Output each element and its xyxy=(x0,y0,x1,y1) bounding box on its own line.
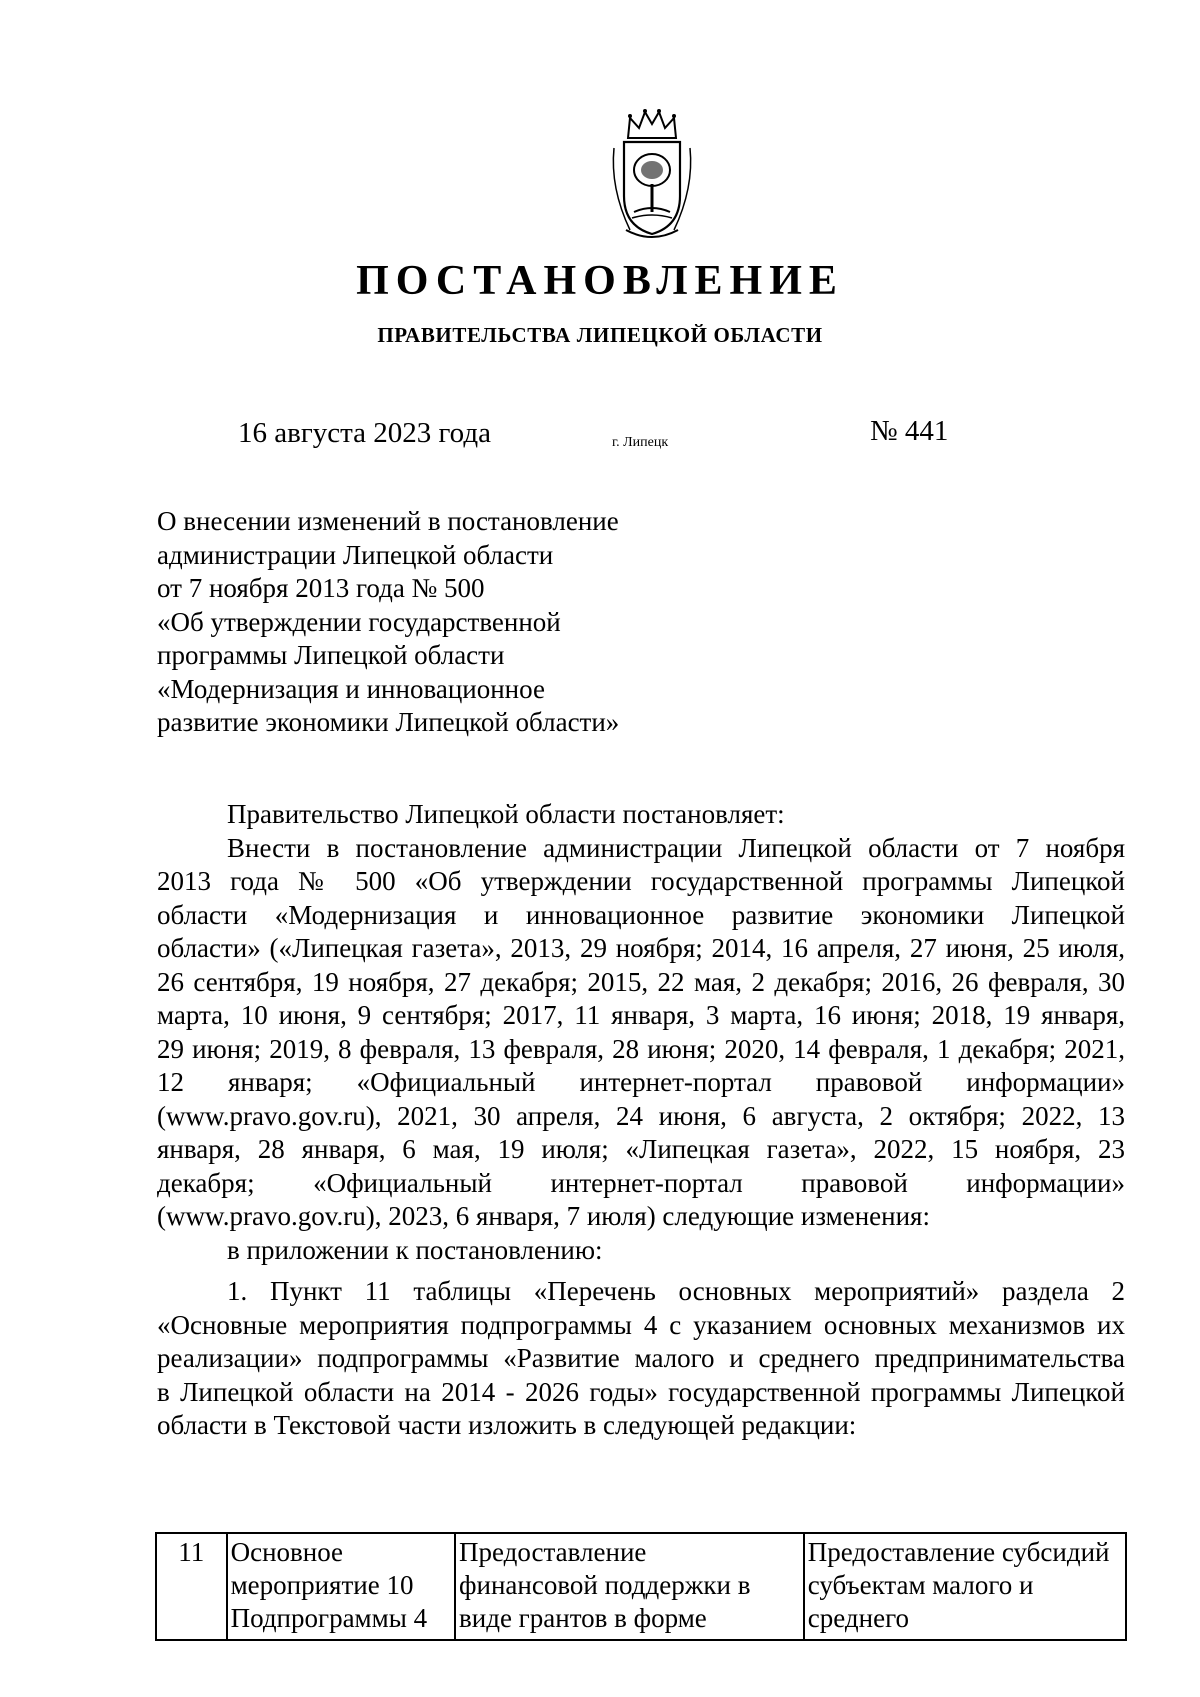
cell-text: 11 xyxy=(178,1537,205,1567)
subject-line: администрации Липецкой области xyxy=(157,539,554,570)
cell-text: мероприятие 10 xyxy=(230,1570,414,1600)
paragraph-line: января, 28 января, 6 мая, 19 июля; «Липецкая газета», 2022, 15 ноября, 23 xyxy=(157,1134,1125,1164)
item-1-paragraph xyxy=(157,1275,1125,1443)
appendix-line: в приложении к постановлению: xyxy=(227,1234,603,1265)
cell-text: Предоставление xyxy=(459,1537,647,1567)
paragraph-line: 1. Пункт 11 таблицы «Перечень основных мероприятий» раздела 2 xyxy=(227,1276,1125,1306)
subject-line: программы Липецкой области xyxy=(157,640,505,670)
paragraph-line: области в Текстовой части изложить в следующей редакции: xyxy=(157,1410,857,1440)
table-cell-measure xyxy=(227,1533,455,1640)
paragraph-line: реализации» подпрограммы «Развитие малого и среднего предпринимательства xyxy=(157,1343,1125,1373)
paragraph-line: 26 сентября, 19 ноября, 27 декабря; 2015, 22 мая, 2 декабря; 2016, 26 февраля, 30 xyxy=(157,966,1125,997)
cell-text: Основное xyxy=(230,1537,344,1567)
table-cell-mechanism xyxy=(804,1533,1126,1640)
cell-text: среднего xyxy=(807,1603,909,1633)
paragraph-line: (www.pravo.gov.ru), 2023, 6 января, 7 июля) следующие изменения: xyxy=(157,1201,930,1231)
document-title: ПОСТАНОВЛЕНИЕ xyxy=(356,258,844,304)
cell-text: Подпрограммы 4 xyxy=(230,1603,428,1633)
cell-text: виде грантов в форме xyxy=(459,1603,707,1633)
main-paragraph xyxy=(157,832,1125,1234)
paragraph-line: 29 июня; 2019, 8 февраля, 13 февраля, 28 июня; 2020, 14 февраля, 1 декабря; 2021, xyxy=(157,1033,1125,1064)
document-date: 16 августа 2023 года xyxy=(238,417,491,449)
cell-text: финансовой поддержки в xyxy=(459,1570,751,1600)
document-city: г. Липецк xyxy=(612,435,669,450)
paragraph-line: 12 января; «Официальный интернет-портал правовой информации» xyxy=(157,1067,1125,1097)
coat-of-arms-icon xyxy=(606,108,698,240)
subject-line: от 7 ноября 2013 года № 500 xyxy=(157,573,485,603)
paragraph-line: «Основные мероприятия подпрограммы 4 с указанием основных механизмов их xyxy=(157,1309,1125,1340)
cell-text: субъектам малого и xyxy=(807,1570,1034,1600)
paragraph-line: Внести в постановление администрации Липецкой области от 7 ноября xyxy=(227,832,1125,863)
subject-line: «Модернизация и инновационное xyxy=(157,673,545,704)
measures-table xyxy=(155,1532,1127,1641)
paragraph-line: декабря; «Официальный интернет-портал правовой информации» xyxy=(157,1167,1125,1198)
paragraph-line: области «Модернизация и инновационное развитие экономики Липецкой xyxy=(157,899,1125,930)
cell-text: Предоставление субсидий xyxy=(807,1537,1110,1567)
paragraph-line: области» («Липецкая газета», 2013, 29 ноября; 2014, 16 апреля, 27 июня, 25 июля, xyxy=(157,933,1125,963)
table-row xyxy=(156,1533,1126,1640)
paragraph-line: в Липецкой области на 2014 - 2026 годы» государственной программы Липецкой xyxy=(157,1376,1125,1407)
intro-paragraph: Правительство Липецкой области постановляет: xyxy=(227,799,785,829)
paragraph-line: 2013 года № 500 «Об утверждении государственной программы Липецкой xyxy=(157,866,1125,896)
document-body xyxy=(157,798,1125,1267)
paragraph-line: (www.pravo.gov.ru), 2021, 30 апреля, 24 июня, 6 августа, 2 октября; 2022, 13 xyxy=(157,1100,1125,1131)
document-subject xyxy=(157,505,777,740)
subject-line: О внесении изменений в постановление xyxy=(157,506,619,536)
table-cell-description xyxy=(455,1533,804,1640)
subject-line: развитие экономики Липецкой области» xyxy=(157,707,620,737)
document-number: № 441 xyxy=(870,415,949,447)
table-cell-number xyxy=(156,1533,227,1640)
paragraph-line: марта, 10 июня, 9 сентября; 2017, 11 января, 3 марта, 16 июня; 2018, 19 января, xyxy=(157,1000,1125,1030)
subject-line: «Об утверждении государственной xyxy=(157,606,561,637)
issuing-authority: ПРАВИТЕЛЬСТВА ЛИПЕЦКОЙ ОБЛАСТИ xyxy=(377,323,823,347)
